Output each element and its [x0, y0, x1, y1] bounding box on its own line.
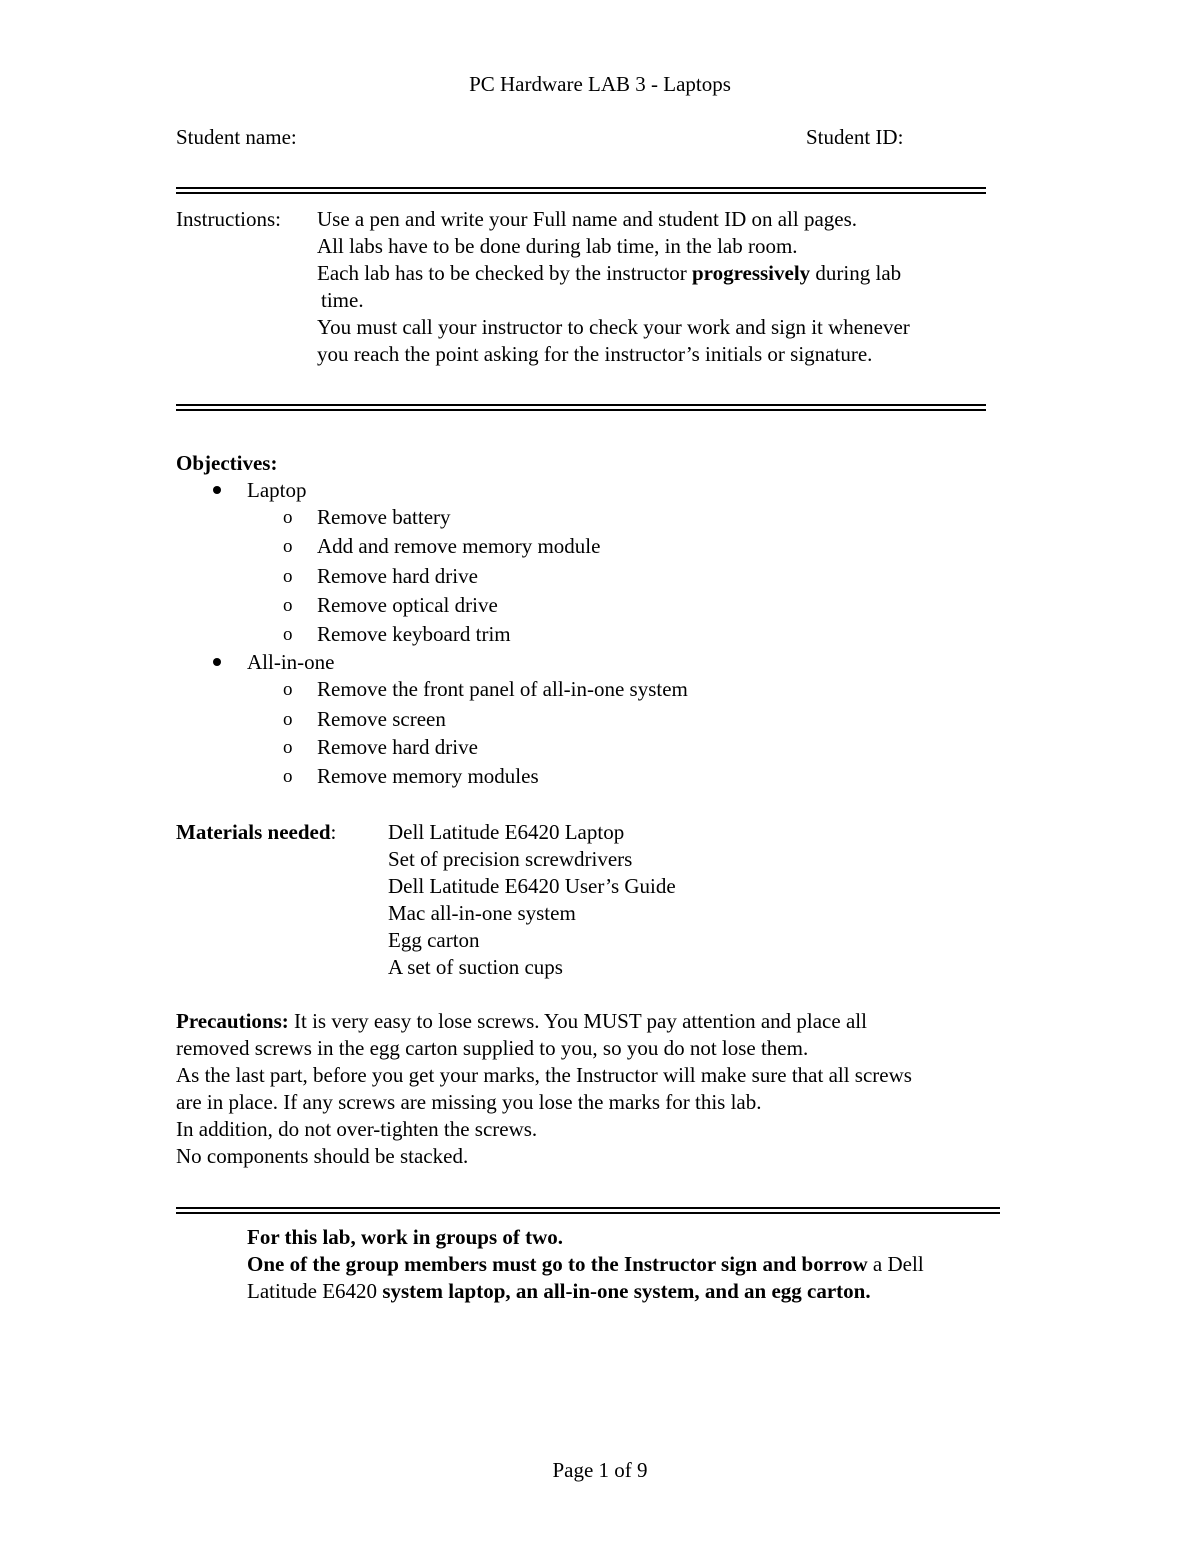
instruction-text: during lab — [810, 261, 902, 285]
precautions-label: Precautions: — [176, 1009, 289, 1033]
sub-bullet-icon: o — [283, 737, 293, 758]
instruction-line: you reach the point asking for the instructor’s initials or signature. — [317, 342, 873, 366]
instruction-text: Each lab has to be checked by the instructor — [317, 261, 692, 285]
objective-item: Remove screen — [317, 707, 446, 731]
materials-colon: : — [330, 820, 337, 844]
instruction-line: time. — [321, 288, 364, 312]
precaution-text: It is very easy to lose screws. You MUST pay attention and place all — [288, 1009, 867, 1033]
group-note-text: For this lab, work in groups of two. — [247, 1225, 564, 1249]
material-item: Set of precision screwdrivers — [388, 847, 633, 871]
sub-bullet-icon: o — [283, 566, 293, 587]
objective-item: Add and remove memory module — [317, 534, 601, 558]
student-id-label: Student ID: — [806, 125, 904, 149]
material-item: Mac all-in-one system — [388, 901, 576, 925]
objective-item: Remove hard drive — [317, 564, 478, 588]
sub-bullet-icon: o — [283, 766, 293, 787]
instruction-line: You must call your instructor to check your work and sign it whenever — [317, 315, 910, 339]
material-item: Egg carton — [388, 928, 480, 952]
sub-bullet-icon: o — [283, 624, 293, 645]
bullet-icon — [213, 658, 221, 666]
sub-bullet-icon: o — [283, 709, 293, 730]
student-name-label: Student name: — [176, 125, 297, 149]
double-rule-divider — [176, 187, 986, 194]
sub-bullet-icon: o — [283, 679, 293, 700]
instruction-emphasis: progressively — [691, 261, 811, 285]
group-note-text: One of the group members must go to the Instructor sign and borrow — [247, 1252, 868, 1276]
precaution-line — [176, 1008, 1016, 1035]
materials-list — [388, 819, 676, 981]
objective-item: Remove memory modules — [317, 764, 539, 788]
instruction-line: Use a pen and write your Full name and student ID on all pages. — [317, 207, 858, 231]
page-title: PC Hardware LAB 3 - Laptops — [469, 72, 731, 96]
precautions-section — [176, 1008, 1016, 1170]
group-note-text: Latitude E6420 — [247, 1279, 383, 1303]
double-rule-divider — [176, 404, 986, 411]
instructions-label: Instructions: — [176, 207, 281, 231]
group-note-text: a Dell — [867, 1252, 924, 1276]
precaution-line: As the last part, before you get your marks, the Instructor will make sure that all screws — [176, 1063, 912, 1087]
double-rule-divider — [176, 1207, 1000, 1214]
objective-item: Remove keyboard trim — [317, 622, 511, 646]
group-work-notes — [247, 1224, 1047, 1305]
material-item: A set of suction cups — [388, 955, 563, 979]
group-note-text: system laptop, an all-in-one system, and an egg carton. — [382, 1279, 871, 1303]
objectives-heading: Objectives: — [176, 451, 278, 475]
objective-group-label: Laptop — [247, 478, 307, 502]
materials-label-text: Materials needed — [176, 820, 331, 844]
bullet-icon — [213, 486, 221, 494]
precaution-line: In addition, do not over-tighten the screws. — [176, 1117, 538, 1141]
group-note-line — [247, 1278, 1047, 1305]
instruction-line: All labs have to be done during lab time, in the lab room. — [317, 234, 798, 258]
sub-bullet-icon: o — [283, 536, 293, 557]
sub-bullet-icon: o — [283, 507, 293, 528]
page-number: Page 1 of 9 — [552, 1458, 648, 1482]
objective-item: Remove the front panel of all-in-one system — [317, 677, 688, 701]
precaution-line: removed screws in the egg carton supplied to you, so you do not lose them. — [176, 1036, 809, 1060]
group-note-line — [247, 1224, 1047, 1251]
objective-item: Remove optical drive — [317, 593, 498, 617]
objective-group-label: All-in-one — [247, 650, 335, 674]
precaution-line: are in place. If any screws are missing you lose the marks for this lab. — [176, 1090, 762, 1114]
objective-item: Remove hard drive — [317, 735, 478, 759]
sub-bullet-icon: o — [283, 595, 293, 616]
material-item: Dell Latitude E6420 User’s Guide — [388, 874, 676, 898]
material-item: Dell Latitude E6420 Laptop — [388, 820, 625, 844]
materials-label — [176, 819, 336, 846]
objective-item: Remove battery — [317, 505, 451, 529]
group-note-line — [247, 1251, 1047, 1278]
instruction-line — [317, 260, 997, 287]
precaution-line: No components should be stacked. — [176, 1144, 469, 1168]
instructions-text — [317, 206, 997, 368]
